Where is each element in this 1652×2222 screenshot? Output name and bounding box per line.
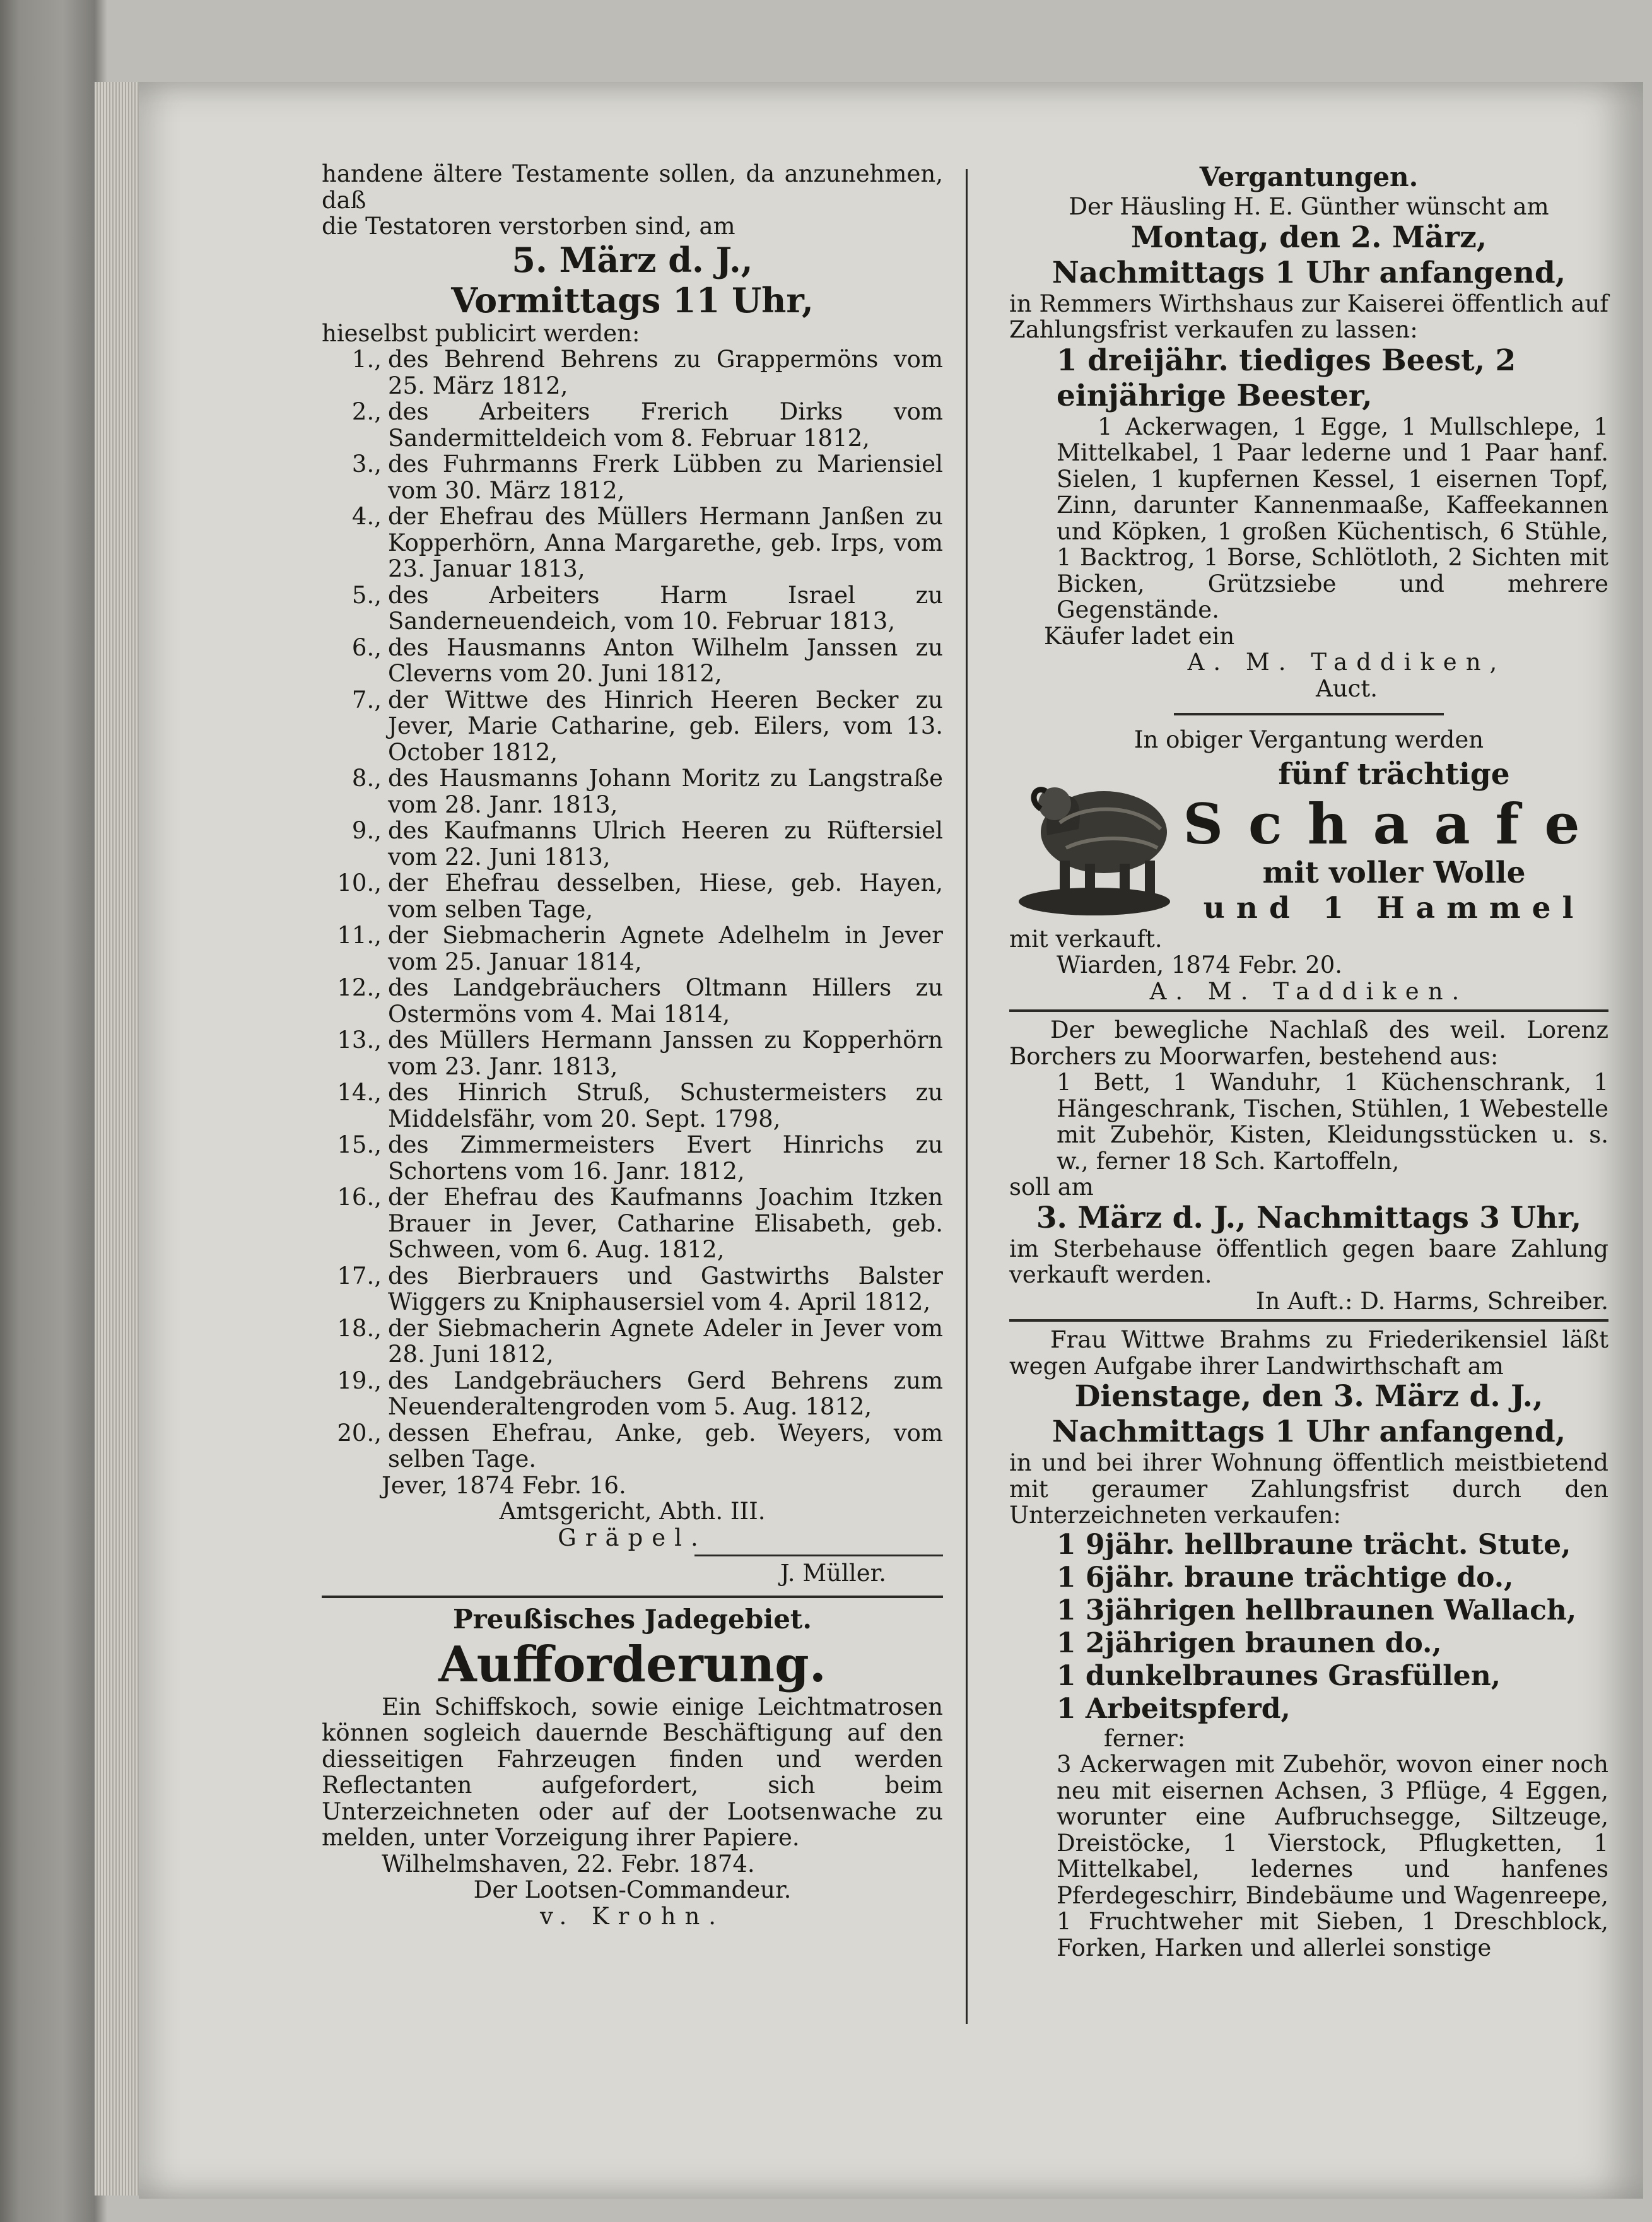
entry-text: der Ehefrau des Kaufmanns Joachim Itzken Brauer in Jever, Catharine Elisabeth, geb. Schween, vom 6. Aug. 1812, [388, 1184, 943, 1263]
estate-soll-am: soll am [1009, 1173, 1094, 1201]
left-column [322, 161, 943, 1929]
section-divider [1174, 713, 1444, 715]
list-item: 1 Arbeitspferd, [1057, 1692, 1291, 1725]
list-item: 1 6jähr. braune trächtige do., [1057, 1561, 1514, 1594]
entry-text: der Ehefrau desselben, Hiese, geb. Hayen, vom selben Tage, [388, 869, 943, 923]
entry-text: des Behrend Behrens zu Grappermöns vom 25. März 1812, [388, 346, 943, 399]
entry-number: 3., [351, 450, 382, 478]
list-item: 1 dunkelbraunes Grasfüllen, [1057, 1659, 1501, 1692]
auction1-intro: Der Häusling H. E. Günther wünscht am [1069, 193, 1549, 220]
farm-intro: Frau Wittwe Brahms zu Friederikensiel läßt wegen Aufgabe ihrer Landwirthschaft am [1009, 1326, 1608, 1380]
entry-number: 18., [337, 1314, 382, 1342]
list-item: 1 3jährigen hellbraunen Wallach, [1057, 1594, 1577, 1626]
auction-heading: Vergantungen. [1199, 162, 1419, 192]
entry-text: des Hausmanns Johann Moritz zu Langstraße vom 28. Janr. 1813, [388, 765, 943, 818]
entry-number: 19., [337, 1367, 382, 1394]
notice-authority: Der Lootsen-Commandeur. [473, 1876, 792, 1903]
auction2-line-3: mit voller Wolle [1262, 855, 1526, 890]
animal-list [1009, 1529, 1608, 1725]
farm-items: 3 Ackerwagen mit Zubehör, wovon einer noch neu mit eisernen Achsen, 3 Pflüge, 4 Eggen, worunter eine Aufbruchsegge, Siltzeuge, Dreistöcke, 1 Vierstock, Pflugketten, 1 Mittelkabel, ledernes und hanfenes Pferdegeschirr, Bindebäume und Wagenreepe, 1 Fruchtweher mit Sieben, 1 Dreschblock, Forken, Harken und allerlei sonstige [1057, 1751, 1608, 1961]
list-item [322, 818, 943, 870]
entry-text: der Wittwe des Hinrich Heeren Becker zu Jever, Marie Catharine, geb. Eilers, vom 13. October 1812, [388, 686, 943, 766]
clerk-signature: J. Müller. [780, 1560, 886, 1587]
notice-body: Ein Schiffskoch, sowie einige Leichtmatrosen können sogleich dauernde Beschäftigung auf den diesseitigen Fahrzeugen finden und werden Reflectanten aufgefordert, sich beim Unterzeichneten oder auf der Lootsenwache zu melden, unter Vorzeigung ihrer Papiere. [322, 1693, 943, 1851]
entry-text: des Fuhrmanns Frerk Lübben zu Mariensiel vom 30. März 1812, [388, 450, 943, 504]
entry-number: 17., [337, 1262, 382, 1290]
section-divider [1009, 1009, 1608, 1012]
list-item [322, 582, 943, 635]
auction2-intro: In obiger Vergantung werden [1134, 726, 1484, 753]
signature-rule [694, 1555, 943, 1556]
list-item [322, 451, 943, 503]
estate-date: 3. März d. J., Nachmittags 3 Uhr, [1036, 1200, 1582, 1235]
entry-text: dessen Ehefrau, Anke, geb. Weyers, vom selben Tage. [388, 1419, 943, 1473]
intro-line-1: handene ältere Testamente sollen, da anzunehmen, daß [322, 160, 943, 214]
list-item [322, 1027, 943, 1079]
entry-text: des Müllers Hermann Janssen zu Kopperhörn vom 23. Janr. 1813, [388, 1026, 943, 1080]
auction1-location: in Remmers Wirthshaus zur Kaiserei öffentlich auf Zahlungsfrist verkaufen zu lassen: [1009, 290, 1608, 343]
right-column [1009, 161, 1608, 1961]
auction1-livestock-2: einjährige Beester, [1057, 378, 1373, 413]
entry-number: 7., [351, 686, 382, 714]
entry-text: des Arbeiters Harm Israel zu Sanderneuendeich, vom 10. Februar 1813, [388, 581, 943, 635]
entry-text: der Siebmacherin Agnete Adeler in Jever vom 28. Juni 1812, [388, 1314, 943, 1368]
publicirt-line: hieselbst publicirt werden: [322, 319, 640, 347]
estate-signature: In Auft.: D. Harms, Schreiber. [1255, 1287, 1608, 1315]
intro-line-2: die Testatoren verstorben sind, am [322, 213, 735, 240]
section-divider [1009, 1319, 1608, 1322]
auction1-items: 1 Ackerwagen, 1 Egge, 1 Mullschlepe, 1 Mittelkabel, 1 Paar lederne und 1 Paar hanf. Sielen, 1 kupfernen Kessel, 1 eisernen Topf, Zinn, darunter Kannenmaaße, Kaffeekannen und Köpken, 1 großen Küchentisch, 6 Stühle, 1 Backtrog, 1 Borse, Schlötloth, 2 Sichten mit Bicken, Grützsiebe und mehrere Gegenstände. [1057, 413, 1608, 623]
entry-number: 16., [337, 1184, 382, 1211]
list-item [322, 975, 943, 1027]
entry-number: 9., [351, 817, 382, 844]
sheep-advert [1009, 757, 1608, 926]
auction2-signature: A. M. Taddiken. [1149, 977, 1468, 1005]
entry-text: des Hausmanns Anton Wilhelm Janssen zu Cleverns vom 20. Juni 1812, [388, 633, 943, 687]
list-item [322, 687, 943, 766]
farm-time: Nachmittags 1 Uhr anfangend, [1052, 1414, 1566, 1449]
section-divider [322, 1596, 943, 1598]
list-item [322, 346, 943, 399]
list-item [322, 399, 943, 451]
auction2-line-4: und 1 Hammel [1203, 890, 1585, 926]
entry-text: des Arbeiters Frerich Dirks vom Sandermitteldeich vom 8. Februar 1812, [388, 398, 943, 452]
list-item [322, 635, 943, 687]
entry-number: 14., [337, 1079, 382, 1106]
list-item [322, 922, 943, 975]
place-date: Jever, 1874 Febr. 16. [382, 1471, 626, 1499]
farm-terms: in und bei ihrer Wohnung öffentlich meistbietend mit geraumer Zahlungsfrist durch den Unterzeichneten verkaufen: [1009, 1449, 1608, 1529]
auction2-line-5: mit verkauft. [1009, 925, 1163, 953]
auction1-auctioneer-title: Auct. [1316, 674, 1378, 702]
list-item [322, 1079, 943, 1132]
list-item [322, 503, 943, 582]
estate-items: 1 Bett, 1 Wanduhr, 1 Küchenschrank, 1 Hängeschrank, Tischen, Stühlen, 1 Webestelle mit Zubehör, Kisten, Kleidungsstücken u. s. w., ferner 18 Sch. Kartoffeln, [1057, 1069, 1608, 1175]
list-item [322, 765, 943, 818]
entry-number: 4., [351, 503, 382, 530]
auction1-date: Montag, den 2. März, [1130, 220, 1487, 255]
entry-number: 5., [351, 581, 382, 609]
estate-intro: Der bewegliche Nachlaß des weil. Lorenz Borchers zu Moorwarfen, bestehend aus: [1009, 1016, 1608, 1070]
farm-ferner: ferner: [1104, 1724, 1186, 1752]
list-item [322, 1132, 943, 1184]
court-name: Amtsgericht, Abth. III. [499, 1498, 766, 1525]
notice-place-date: Wilhelmshaven, 22. Febr. 1874. [382, 1850, 755, 1878]
notice-signature: v. Krohn. [539, 1902, 725, 1930]
farm-date: Dienstage, den 3. März d. J., [1074, 1379, 1544, 1414]
testament-list [322, 346, 943, 1473]
judge-signature: Gräpel. [558, 1524, 707, 1551]
list-item [322, 1263, 943, 1315]
entry-text: des Bierbrauers und Gastwirths Balster Wiggers zu Kniphausersiel vom 4. April 1812, [388, 1262, 943, 1315]
time-heading: Vormittags 11 Uhr, [451, 279, 814, 320]
sheep-advert-text [1180, 757, 1608, 926]
entry-number: 1., [351, 346, 382, 373]
list-item: 1 9jähr. hellbraune trächt. Stute, [1057, 1528, 1571, 1561]
entry-number: 8., [351, 765, 382, 792]
entry-number: 13., [337, 1026, 382, 1054]
list-item [322, 1184, 943, 1263]
entry-text: des Landgebräuchers Gerd Behrens zum Neuenderaltengroden vom 5. Aug. 1812, [388, 1367, 943, 1420]
entry-text: der Ehefrau des Müllers Hermann Janßen zu Kopperhörn, Anna Margarethe, geb. Irps, vom 23. Januar 1813, [388, 503, 943, 582]
date-heading: 5. März d. J., [512, 239, 753, 280]
notice-title: Aufforderung. [438, 1635, 826, 1693]
list-item [322, 1368, 943, 1420]
auction1-livestock-1: 1 dreijähr. tiediges Beest, 2 [1057, 343, 1516, 378]
auction2-place-date: Wiarden, 1874 Febr. 20. [1057, 951, 1343, 979]
entry-number: 10., [337, 869, 382, 896]
list-item [322, 1315, 943, 1368]
entry-number: 11., [337, 922, 382, 949]
entry-number: 2., [351, 398, 382, 425]
auction2-line-1: fünf trächtige [1278, 756, 1510, 792]
entry-text: des Zimmermeisters Evert Hinrichs zu Schortens vom 16. Janr. 1812, [388, 1131, 943, 1185]
entry-text: des Kaufmanns Ulrich Heeren zu Rüftersiel vom 22. Juni 1813, [388, 817, 943, 871]
auction2-schaafe: Schaafe [1183, 791, 1605, 857]
entry-number: 20., [337, 1419, 382, 1447]
sheep-woodcut-image [1009, 760, 1180, 924]
auction1-auctioneer: A. M. Taddiken, [1187, 649, 1506, 676]
region-heading: Preußisches Jadegebiet. [453, 1603, 812, 1635]
entry-number: 12., [337, 974, 382, 1001]
list-item [322, 1420, 943, 1473]
list-item: 1 2jährigen braunen do., [1057, 1626, 1442, 1659]
entry-text: der Siebmacherin Agnete Adelhelm in Jever vom 25. Januar 1814, [388, 922, 943, 975]
auction1-buyers: Käufer ladet ein [1044, 622, 1235, 650]
column-divider [966, 169, 968, 2024]
estate-terms: im Sterbehause öffentlich gegen baare Zahlung verkauft werden. [1009, 1235, 1608, 1288]
list-item [322, 870, 943, 922]
entry-text: des Landgebräuchers Oltmann Hillers zu Ostermöns vom 4. Mai 1814, [388, 974, 943, 1028]
auction1-time: Nachmittags 1 Uhr anfangend, [1052, 255, 1566, 290]
entry-number: 15., [337, 1131, 382, 1158]
entry-number: 6., [351, 633, 382, 661]
entry-text: des Hinrich Struß, Schustermeisters zu Middelsfähr, vom 20. Sept. 1798, [388, 1079, 943, 1132]
